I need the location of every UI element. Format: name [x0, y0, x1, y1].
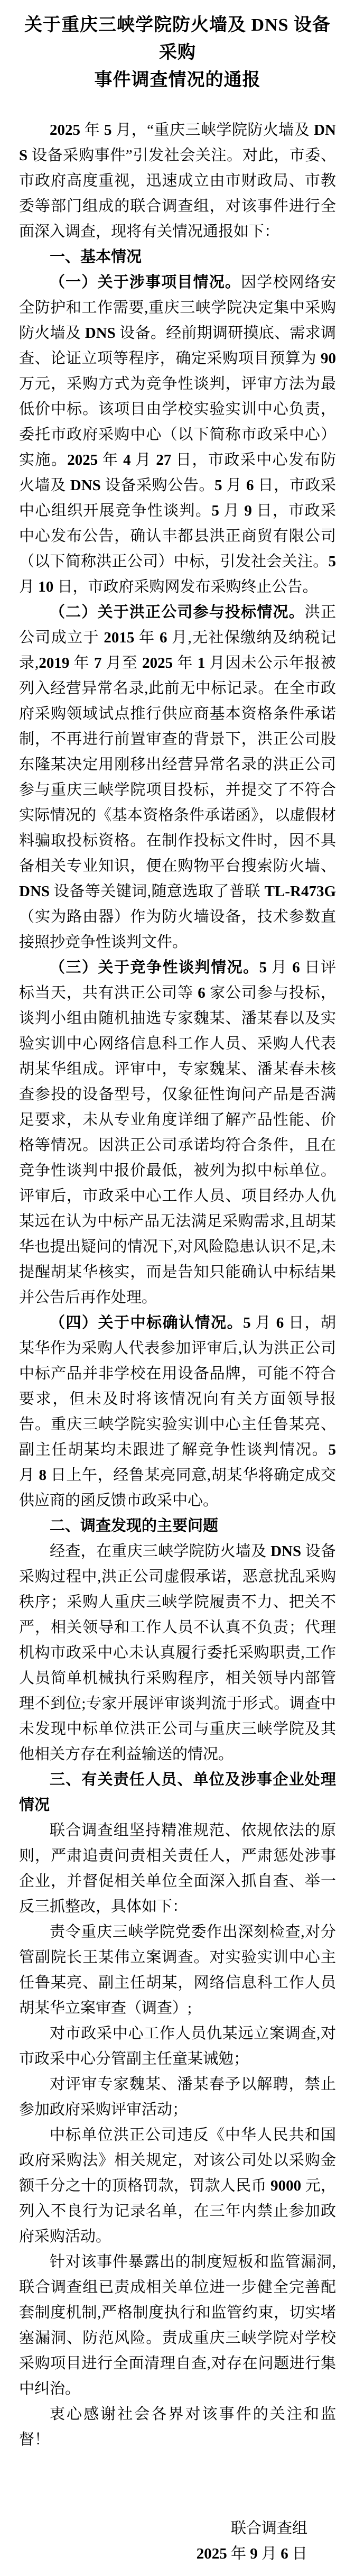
latin-text: 2025	[142, 655, 173, 671]
paragraph: 中标单位洪正公司违反《中华人民共和国政府采购法》相关规定，对该公司处以采购金额千分之十的顶格罚款，罚款人民币 9000 元，列入不良行为记录名单，在三年内禁止参加政府采购活动。	[19, 2127, 336, 2245]
latin-text: 5	[211, 502, 219, 519]
section-heading: 一、基本情况	[50, 249, 142, 265]
paragraph: 衷心感谢社会各界对该事件的关注和监督！	[19, 2406, 336, 2448]
latin-text: 6	[281, 2545, 288, 2562]
document-title	[19, 12, 336, 94]
paragraph: （二）关于洪正公司参与投标情况。洪正公司成立于 2015 年 6 月,无社保缴纳及纳税记录,2019 年 7 月至 2025 年 1 月因未公示年报被列入经营异常名录,此前无中标记录。在全市政府采购领域试点推行供应商基本资格条件承诺制，不再进行前置审查的背景下，洪正公司股东隆某决定用刚移出经营异常名录的洪正公司参与重庆三峡学院项目投标，并提交了不符合实际情况的《基本资格条件承诺函》，以虚假材料骗取投标资格。在制作投标文件时，因不具备相关专业知识，便在购物平台搜索防火墙、DNS 设备等关键词,随意选取了普联 TL-R473G（实为路由器）作为防火墙设备，技术参数直接照抄竞争性谈判文件。	[19, 604, 336, 951]
latin-text: 6	[246, 477, 254, 494]
paragraph: 对市政采中心工作人员仇某远立案调查,对市政采中心分管副主任童某诫勉；	[19, 2025, 336, 2067]
latin-text: 10	[38, 578, 54, 595]
latin-text: 5	[328, 1441, 336, 1458]
paragraph: 责令重庆三峡学院党委作出深刻检查,对分管副院长王某伟立案调查。对实验实训中心主任鲁某亮、副主任胡某，网络信息科工作人员胡某华立案审查（调查）;	[19, 1924, 336, 2017]
title-line-2: 事件调查情况的通报	[94, 70, 261, 90]
latin-text: 6	[160, 629, 167, 646]
latin-text: DNS	[19, 122, 336, 164]
latin-text: 2025	[50, 122, 80, 139]
paragraph: 对评审专家魏某、潘某春予以解聘，禁止参加政府采购评审活动；	[19, 2076, 336, 2118]
latin-text: 1	[197, 655, 205, 671]
paragraph: 联合调查组坚持精准规范、依规依法的原则，严肃追责问责相关责任人，严肃惩处涉事企业，并督促相关单位全面深入抓自查、举一反三抓整改，具体如下：	[19, 1822, 336, 1915]
latin-text: 5	[328, 553, 336, 570]
latin-text: 90	[321, 350, 336, 367]
section-heading: 二、调查发现的主要问题	[50, 1517, 219, 1534]
paragraph: 经查，在重庆三峡学院防火墙及 DNS 设备采购过程中,洪正公司虚假承诺，恶意扰乱采购秩序；采购人重庆三峡学院履责不力、把关不严，相关领导和工作人员不认真不负责；代理机构市政采中心未认真履行委托采购职责,工作人员简单机械执行采购程序，相关领导内部管理不到位;专家开展评审谈判流于形式。调查中未发现中标单位洪正公司与重庆三峡学院及其他相关方存在利益输送的情况。	[19, 1543, 336, 1763]
latin-text: 5	[243, 1314, 251, 1331]
latin-text: 9	[250, 2545, 258, 2562]
paragraph: （三）关于竞争性谈判情况。5 月 6 日评标当天，共有洪正公司等 6 家公司参与投标，谈判小组由随机抽选专家魏某、潘某春以及实验实训中心网络信息科工作人员、采购人代表胡某华组成。评审中，专家魏某、潘某春未核查参投的设备型号，仅象征性询问产品是否满足要求，未从专业角度详细了解产品性能、价格等情况。因洪正公司承诺均符合条件，且在竞争性谈判中报价最低，被列为拟中标单位。评审后，市政采中心工作人员、项目经办人仇某远在认为中标产品无法满足采购需求,且胡某华也提出疑问的情况下,对风险隐患认识不足,未提醒胡某华核实，而是告知只能确认中标结果并公告后再作处理。	[19, 959, 336, 1306]
latin-text: DNS	[19, 883, 50, 900]
latin-text: 2019	[39, 655, 70, 671]
latin-text: 6	[292, 959, 300, 976]
latin-text: 5	[259, 959, 267, 976]
latin-text: 4	[123, 452, 131, 468]
paragraph-lead: （三）关于竞争性谈判情况。	[50, 959, 259, 976]
paragraph-lead: （二）关于洪正公司参与投标情况。	[50, 604, 305, 621]
latin-text: 7	[94, 655, 102, 671]
latin-text: 2025	[67, 452, 98, 468]
signature-line: 联合调查组	[230, 2520, 307, 2537]
paragraph: 针对该事件暴露出的制度短板和监管漏洞,联合调查组已责成相关单位进一步健全完善配套制度机制,严格制度执行和监管约束，切实堵塞漏洞、防范风险。责成重庆三峡学院对学校采购项目进行全面清理自查,对存在问题进行集中纠治。	[19, 2253, 336, 2397]
latin-text: 9	[244, 502, 252, 519]
latin-text: 2025	[196, 2545, 227, 2562]
latin-text: DNS	[85, 325, 116, 342]
signature-line: 2025 年 9 月 6 日	[196, 2545, 307, 2562]
latin-text: 27	[156, 452, 172, 468]
paragraph-lead: （四）关于中标确认情况。	[50, 1314, 244, 1331]
latin-text: TL-R473G	[264, 883, 336, 900]
latin-text: 6	[276, 1314, 284, 1331]
latin-text: 9000	[270, 2177, 302, 2194]
paragraph: 2025 年 5 月，“重庆三峡学院防火墙及 DNS 设备采购事件”引发社会关注。对此，市委、市政府高度重视，迅速成立由市财政局、市教委等部门组成的联合调查组，对该事件进行全面深入调查，现将有关情况通报如下：	[19, 122, 336, 240]
latin-text: 2015	[104, 629, 135, 646]
paragraph-lead: （一）关于涉事项目情况。	[50, 274, 241, 291]
title-line-1: 关于重庆三峡学院防火墙及 DNS 设备采购	[24, 15, 331, 62]
section-heading: 三、有关责任人员、单位及涉事企业处理情况	[19, 1771, 336, 1814]
latin-text: 5	[104, 122, 112, 139]
latin-text: 5	[214, 477, 222, 494]
latin-text: DNS	[70, 477, 101, 494]
paragraph: （四）关于中标确认情况。5 月 6 日，胡某华作为采购人代表参加评审后,认为洪正公司中标产品并非学校在用设备品牌，可能不符合要求，但未及时将该情况向有关方面领导报告。重庆三峡学院实验实训中心主任鲁某亮、副主任胡某均未跟进了解竞争性谈判情况。5 月 8 日上午，经鲁某亮同意,胡某华将确定成交供应商的函反馈市政采中心。	[19, 1314, 336, 1509]
latin-text: DNS	[270, 1543, 302, 1560]
latin-text: 6	[198, 985, 205, 1001]
paragraph: （一）关于涉事项目情况。因学校网络安全防护和工作需要,重庆三峡学院决定集中采购防火墙及 DNS 设备。经前期调研摸底、需求调查、论证立项等程序，确定采购项目预算为 90 万元，采购方式为竞争性谈判，评审方法为最低价中标。该项目由学校实验实训中心负责，委托市政府采购中心（以下简称市政采中心）实施。2025 年 4 月 27 日，市政采中心发布防火墙及 DNS 设备采购公告。5 月 6 日，市政采中心组织开展竞争性谈判。5 月 9 日，市政采中心发布公告，确认丰都县洪正商贸有限公司（以下简称洪正公司）中标，引发社会关注。5 月 10 日，市政府采购网发布采购终止公告。	[19, 274, 336, 595]
paragraphs	[19, 117, 336, 2566]
latin-text: 8	[39, 1467, 46, 1484]
